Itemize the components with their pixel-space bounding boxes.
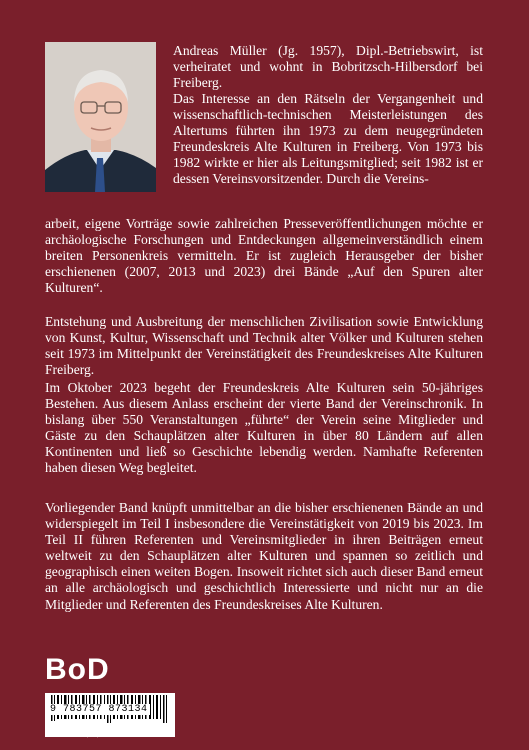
author-photo	[45, 42, 156, 192]
author-bio-work: arbeit, eigene Vorträge sowie zahlreichen Presseveröffentlichungen möchte er archäologische Forschungen und Entdeckungen allgemeinverständlich einem breiten Personenkreis vermitteln. Er ist zugleich Herausgeber der bisher erschienenen (2007, 2013 und 2023) drei Bände „Auf den Spuren alter Kulturen“.	[45, 216, 483, 296]
price-label: € 46,00 (D) 61,90 CHF	[45, 724, 158, 738]
book-description-paragraph-2: Im Oktober 2023 begeht der Freundeskreis Alte Kulturen sein 50-jähriges Bestehen. Aus diesem Anlass erscheint der vierte Band der Vereinschronik. In bislang über 550 Veranstaltungen „führte“ der Verein seine Mitglieder und Gäste zu den Schauplätzen alter Kulturen in über 80 Ländern auf allen Kontinenten und ließ so Geschichte lebendig werden. Namhafte Referenten haben diesen Weg begleitet.	[45, 380, 483, 476]
author-bio-intro: Andreas Müller (Jg. 1957), Dipl.-Betriebswirt, ist verheiratet und wohnt in Bobritzsch-Hilbersdorf bei Freiberg.	[173, 43, 483, 91]
isbn-number: 9 783757 873134	[50, 704, 148, 715]
author-bio-interest: Das Interesse an den Rätseln der Vergangenheit und wissenschaftlich-technischen Meisterleistungen des Altertums führten ihn 1973 zu dem neugegründeten Freundeskreis Alte Kulturen in Freiberg. Von 1973 bis 1982 wirkte er hier als Leitungsmitglied; seit 1982 ist er dessen Vereinsvorsitzender. Durch die Vereins-	[173, 91, 483, 187]
book-description-paragraph-1: Entstehung und Ausbreitung der menschlichen Zivilisation sowie Entwicklung von Kunst, Kultur, Wissenschaft und Technik alter Völker und Kulturen stehen seit 1973 im Mittelpunkt der Vereinstätigkeit des Freundeskreises Alte Kulturen Freiberg.	[45, 314, 483, 378]
book-description-paragraph-3: Vorliegender Band knüpft unmittelbar an die bisher erschienenen Bände an und widerspiegelt im Teil I insbesondere die Vereinstätigkeit von 2019 bis 2023. Im Teil II führen Referenten und Vereinsmitglieder in ihren Beiträgen erneut weltweit zu den Schauplätzen alter Kulturen und spannen so zeitlich und geographisch einen weiten Bogen. Insoweit richtet sich auch dieser Band erneut an alle archäologisch und geschichtlich Interessierte und nicht nur an die Mitglieder und Referenten des Freundeskreises Alte Kulturen.	[45, 500, 483, 612]
publisher-logo: BoD	[45, 653, 110, 686]
